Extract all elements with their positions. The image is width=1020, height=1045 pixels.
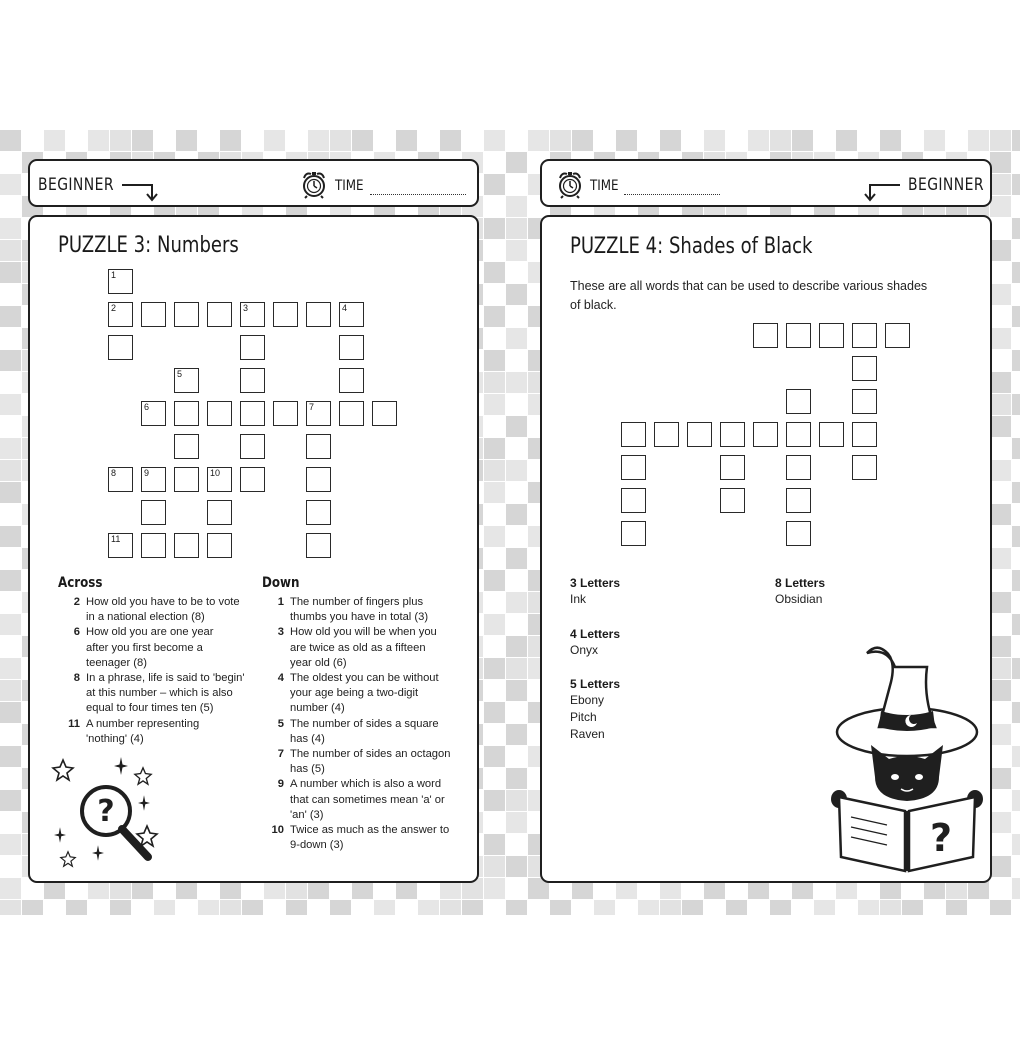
- crossword-cell[interactable]: [786, 521, 811, 546]
- clue-line: 'an' (3): [290, 808, 324, 821]
- word-group-heading: 3 Letters: [570, 576, 621, 590]
- crossword-cell[interactable]: [720, 455, 745, 480]
- clue-line: in a national election (8): [86, 611, 205, 624]
- clue-line: The number of sides an octagon: [290, 748, 451, 760]
- across-heading: Across: [58, 575, 103, 591]
- crossword-cell[interactable]: [141, 302, 166, 327]
- crossword-cell[interactable]: [174, 401, 199, 426]
- crossword-cell[interactable]: [273, 401, 298, 426]
- clue-line: has (4): [290, 732, 325, 745]
- clue-line: Twice as much as the answer to: [290, 824, 450, 836]
- clue-line: 9-down (3): [290, 839, 344, 852]
- crossword-cell[interactable]: [852, 389, 877, 414]
- clue-text: [86, 595, 240, 625]
- clue-line: year old (6): [290, 656, 347, 669]
- word-item: Pitch: [570, 710, 597, 724]
- crossword-cell[interactable]: [339, 335, 364, 360]
- arrow-down-left-icon: [862, 175, 902, 203]
- clue-line: A number representing: [86, 717, 200, 730]
- crossword-cell[interactable]: [306, 467, 331, 492]
- word-item: Obsidian: [775, 592, 823, 606]
- clue-line: 'nothing' (4): [86, 732, 144, 745]
- crossword-cell[interactable]: [240, 335, 265, 360]
- left-time-line[interactable]: [370, 194, 466, 195]
- crossword-cell[interactable]: [306, 533, 331, 558]
- crossword-cell[interactable]: [108, 302, 133, 327]
- clue-line: thumbs you have in total (3): [290, 611, 429, 624]
- clue-number: 1: [277, 596, 284, 608]
- clue-item: [266, 717, 466, 747]
- crossword-cell[interactable]: [786, 422, 811, 447]
- clue-text: [86, 625, 214, 671]
- intro-line: of black.: [570, 298, 617, 312]
- clue-line: How old you are one year: [86, 626, 214, 639]
- crossword-cell[interactable]: [207, 467, 232, 492]
- clue-line: that can sometimes mean 'a' or: [290, 793, 445, 806]
- puzzle-4-title: PUZZLE 4: Shades of Black: [570, 234, 813, 259]
- word-group-heading: 4 Letters: [570, 627, 621, 641]
- crossword-cell[interactable]: [141, 401, 166, 426]
- crossword-cell[interactable]: [306, 302, 331, 327]
- crossword-cell[interactable]: [885, 323, 910, 348]
- clue-item: [266, 747, 466, 777]
- clue-number: 6: [73, 626, 80, 639]
- left-level-label: BEGINNER: [38, 175, 114, 195]
- clue-line: In a phrase, life is said to 'begin': [86, 672, 245, 684]
- down-heading: Down: [262, 575, 300, 591]
- clue-line: The number of fingers plus: [290, 596, 424, 608]
- clue-text: [290, 747, 450, 777]
- crossword-cell[interactable]: [174, 533, 199, 558]
- word-item: Ebony: [570, 693, 605, 707]
- sparkle-icon: [92, 845, 104, 861]
- crossword-cell[interactable]: [306, 401, 331, 426]
- right-puzzle-panel: [540, 215, 992, 883]
- clue-text: [86, 671, 245, 717]
- crossword-cell[interactable]: [207, 401, 232, 426]
- arrow-down-right-icon: [120, 175, 160, 203]
- clue-item: [62, 717, 252, 747]
- clue-item: [62, 625, 252, 671]
- clue-line: number (4): [290, 702, 345, 715]
- crossword-cell[interactable]: [339, 302, 364, 327]
- cell-number: 2: [111, 303, 117, 313]
- crossword-cell[interactable]: [819, 422, 844, 447]
- crossword-cell[interactable]: [207, 533, 232, 558]
- clue-number: 11: [68, 717, 80, 730]
- cell-number: 1: [111, 270, 117, 280]
- clue-text: [290, 595, 428, 625]
- clue-line: The number of sides a square: [290, 717, 439, 730]
- clue-line: has (5): [290, 763, 325, 776]
- crossword-cell[interactable]: [240, 368, 265, 393]
- crossword-cell[interactable]: [786, 389, 811, 414]
- crossword-cell[interactable]: [753, 323, 778, 348]
- cell-number: 5: [177, 369, 183, 379]
- crossword-cell[interactable]: [339, 401, 364, 426]
- crossword-cell[interactable]: [306, 434, 331, 459]
- crossword-cell[interactable]: [372, 401, 397, 426]
- clue-line: teenager (8): [86, 656, 147, 669]
- crossword-cell[interactable]: [240, 401, 265, 426]
- crossword-cell[interactable]: [621, 455, 646, 480]
- star-icon: [136, 825, 158, 847]
- clue-item: [62, 595, 252, 625]
- svg-text:?: ?: [929, 816, 953, 860]
- sparkle-icon: [114, 757, 128, 775]
- word-item: Raven: [570, 727, 605, 741]
- clue-line: at this number – which is also: [86, 687, 233, 700]
- clue-number: 7: [277, 748, 284, 760]
- crossword-cell[interactable]: [786, 323, 811, 348]
- word-item: Onyx: [570, 643, 599, 657]
- clue-text: [86, 717, 199, 747]
- crossword-cell[interactable]: [753, 422, 778, 447]
- crossword-cell[interactable]: [654, 422, 679, 447]
- clue-item: [266, 823, 466, 853]
- crossword-cell[interactable]: [108, 335, 133, 360]
- clue-line: The oldest you can be without: [290, 672, 439, 684]
- clue-line: equal to four times ten (5): [86, 702, 214, 715]
- crossword-cell[interactable]: [621, 521, 646, 546]
- crossword-cell[interactable]: [108, 269, 133, 294]
- cell-number: 11: [111, 534, 121, 544]
- crossword-cell[interactable]: [720, 488, 745, 513]
- crossword-cell[interactable]: [141, 467, 166, 492]
- clue-line: are twice as old as a fifteen: [290, 641, 426, 654]
- clue-item: [266, 625, 466, 671]
- puzzle-3-title: PUZZLE 3: Numbers: [58, 233, 239, 258]
- crossword-cell[interactable]: [306, 500, 331, 525]
- crossword-cell[interactable]: [852, 422, 877, 447]
- clue-number: 9: [277, 778, 284, 791]
- clue-number: 3: [277, 626, 284, 639]
- crossword-cell[interactable]: [852, 356, 877, 381]
- clue-number: 10: [271, 824, 284, 836]
- crossword-cell[interactable]: [240, 302, 265, 327]
- clue-text: [290, 671, 439, 717]
- crossword-cell[interactable]: [720, 422, 745, 447]
- clue-text: [290, 823, 449, 853]
- clue-text: [290, 717, 439, 747]
- puzzle-4-intro: [570, 277, 927, 315]
- clue-number: 8: [73, 672, 80, 684]
- crossword-cell[interactable]: [339, 368, 364, 393]
- clue-text: [290, 625, 437, 671]
- left-puzzle-panel: [28, 215, 479, 883]
- alarm-clock-icon: [556, 169, 584, 199]
- witch-cat-reading-icon: [827, 627, 987, 877]
- crossword-cell[interactable]: [621, 488, 646, 513]
- crossword-cell[interactable]: [174, 467, 199, 492]
- clue-item: [62, 671, 252, 717]
- word-group-heading: 8 Letters: [775, 576, 826, 590]
- crossword-cell[interactable]: [240, 434, 265, 459]
- crossword-cell[interactable]: [687, 422, 712, 447]
- crossword-cell[interactable]: [207, 500, 232, 525]
- crossword-cell[interactable]: [819, 323, 844, 348]
- crossword-cell[interactable]: [108, 467, 133, 492]
- cell-number: 7: [309, 402, 315, 412]
- clue-line: How old you have to be to vote: [86, 596, 240, 608]
- clue-number: 4: [277, 672, 284, 684]
- crossword-cell[interactable]: [852, 455, 877, 480]
- clue-number: 5: [277, 717, 284, 730]
- cell-number: 3: [243, 303, 249, 313]
- clue-line: after you first become a: [86, 641, 203, 654]
- alarm-clock-icon: [300, 169, 328, 199]
- crossword-cell[interactable]: [174, 368, 199, 393]
- right-level-label: BEGINNER: [908, 175, 984, 195]
- cell-number: 6: [144, 402, 150, 412]
- clue-item: [266, 671, 466, 717]
- crossword-cell[interactable]: [141, 500, 166, 525]
- clue-line: A number which is also a word: [290, 778, 442, 791]
- crossword-cell[interactable]: [207, 302, 232, 327]
- sparkle-icon: [54, 827, 66, 843]
- cell-number: 10: [210, 468, 221, 478]
- crossword-cell[interactable]: [108, 533, 133, 558]
- crossword-cell[interactable]: [240, 467, 265, 492]
- sparkle-icon: [138, 795, 150, 811]
- clue-line: How old you will be when you: [290, 626, 437, 639]
- right-header-bar: [540, 159, 992, 207]
- star-icon: [52, 759, 74, 781]
- star-icon: [60, 851, 76, 867]
- svg-text:?: ?: [97, 794, 115, 829]
- word-group-heading: 5 Letters: [570, 677, 621, 691]
- cell-number: 9: [144, 468, 150, 478]
- clue-line: your age being a two-digit: [290, 687, 419, 700]
- right-time-label: TIME: [590, 178, 619, 194]
- cell-number: 4: [342, 303, 348, 313]
- clue-text: [290, 777, 445, 823]
- crossword-cell[interactable]: [621, 422, 646, 447]
- right-time-line[interactable]: [624, 194, 720, 195]
- cell-number: 8: [111, 468, 117, 478]
- crossword-cell[interactable]: [786, 488, 811, 513]
- left-header-bar: [28, 159, 479, 207]
- crossword-cell[interactable]: [786, 455, 811, 480]
- crossword-cell[interactable]: [273, 302, 298, 327]
- clue-item: [266, 777, 466, 823]
- word-item: Ink: [570, 592, 587, 606]
- crossword-cell[interactable]: [141, 533, 166, 558]
- left-time-label: TIME: [335, 178, 364, 194]
- clue-number: 2: [73, 596, 80, 608]
- intro-line: These are all words that can be used to describe various shades: [570, 279, 928, 293]
- crossword-cell[interactable]: [174, 302, 199, 327]
- star-icon: [134, 767, 152, 785]
- clue-item: [266, 595, 466, 625]
- crossword-cell[interactable]: [174, 434, 199, 459]
- crossword-cell[interactable]: [852, 323, 877, 348]
